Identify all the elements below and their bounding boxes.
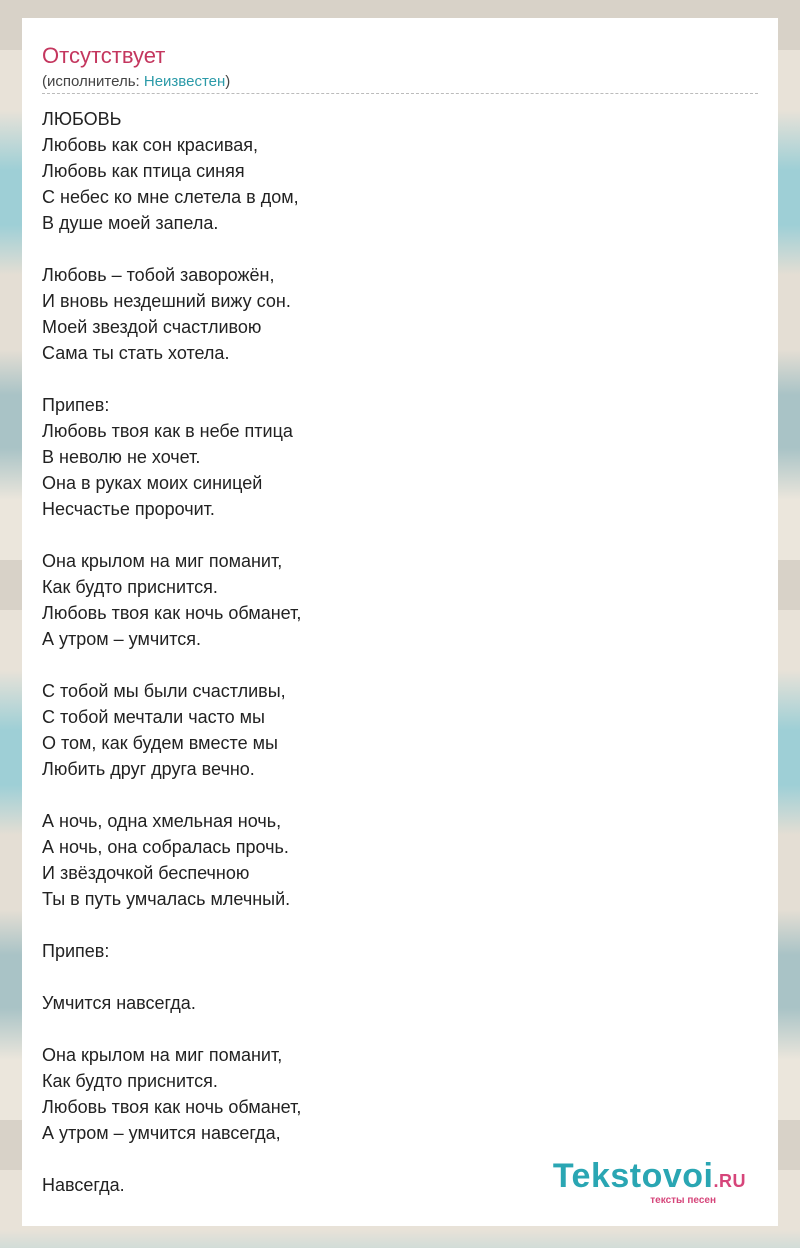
artist-link[interactable]: Неизвестен [143,73,226,90]
artist-prefix: (исполнитель: [42,73,144,90]
lyric-line: ЛЮБОВЬ [42,109,122,129]
lyrics-text [42,106,742,1198]
lyric-line: Как будто приснится. [42,577,218,597]
lyric-line: Любовь твоя как ночь обманет, [42,603,302,623]
lyric-line: Любовь твоя как ночь обманет, [42,1097,302,1117]
logo-tagline: тексты песен [650,1195,716,1206]
lyric-line: О том, как будем вместе мы [42,733,278,753]
site-logo[interactable] [553,1158,746,1206]
header-divider [42,93,758,94]
stanza-gap [42,366,742,392]
stanza-gap [42,522,742,548]
lyric-line: Как будто приснится. [42,1071,218,1091]
lyric-line: Припев: [42,941,110,961]
lyric-line: Моей звездой счастливою [42,317,262,337]
stanza-gap [42,912,742,938]
lyric-line: С тобой мы были счастливы, [42,681,286,701]
lyric-line: Любовь как птица синяя [42,161,245,181]
stanza-gap [42,964,742,990]
lyric-line: Любовь – тобой заворожён, [42,265,275,285]
lyric-line: А ночь, она собралась прочь. [42,837,289,857]
lyrics-page [22,18,778,1226]
artist-suffix: ) [225,73,231,90]
lyric-line: А утром – умчится навсегда, [42,1123,281,1143]
lyric-line: Она крылом на миг поманит, [42,551,283,571]
lyric-line: Ты в путь умчалась млечный. [42,889,291,909]
lyric-line: Она в руках моих синицей [42,473,263,493]
stanza-gap [42,1016,742,1042]
lyric-line: А утром – умчится. [42,629,202,649]
lyric-line: С тобой мечтали часто мы [42,707,265,727]
stanza-gap [42,236,742,262]
lyric-line: Умчится навсегда. [42,993,196,1013]
stanza-gap [42,652,742,678]
stanza-gap [42,782,742,808]
artist-line [42,73,230,91]
lyric-line: А ночь, одна хмельная ночь, [42,811,282,831]
lyric-line: В душе моей запела. [42,213,219,233]
lyric-line: Несчастье пророчит. [42,499,215,519]
lyric-line: И звёздочкой беспечною [42,863,250,883]
lyric-line: Она крылом на миг поманит, [42,1045,283,1065]
logo-name: Tekstovoi [552,1157,714,1195]
lyric-line: Припев: [42,395,110,415]
lyric-line: Любовь как сон красивая, [42,135,258,155]
logo-wordmark [553,1158,746,1199]
lyric-line: С небес ко мне слетела в дом, [42,187,299,207]
song-title: Отсутствует [42,43,166,68]
lyric-line: Навсегда. [42,1175,125,1195]
lyric-line: В неволю не хочет. [42,447,201,467]
lyric-line: Любить друг друга вечно. [42,759,255,779]
lyric-line: И вновь нездешний вижу сон. [42,291,291,311]
lyric-line: Сама ты стать хотела. [42,343,230,363]
lyric-line: Любовь твоя как в небе птица [42,421,293,441]
logo-domain: .RU [713,1171,746,1191]
